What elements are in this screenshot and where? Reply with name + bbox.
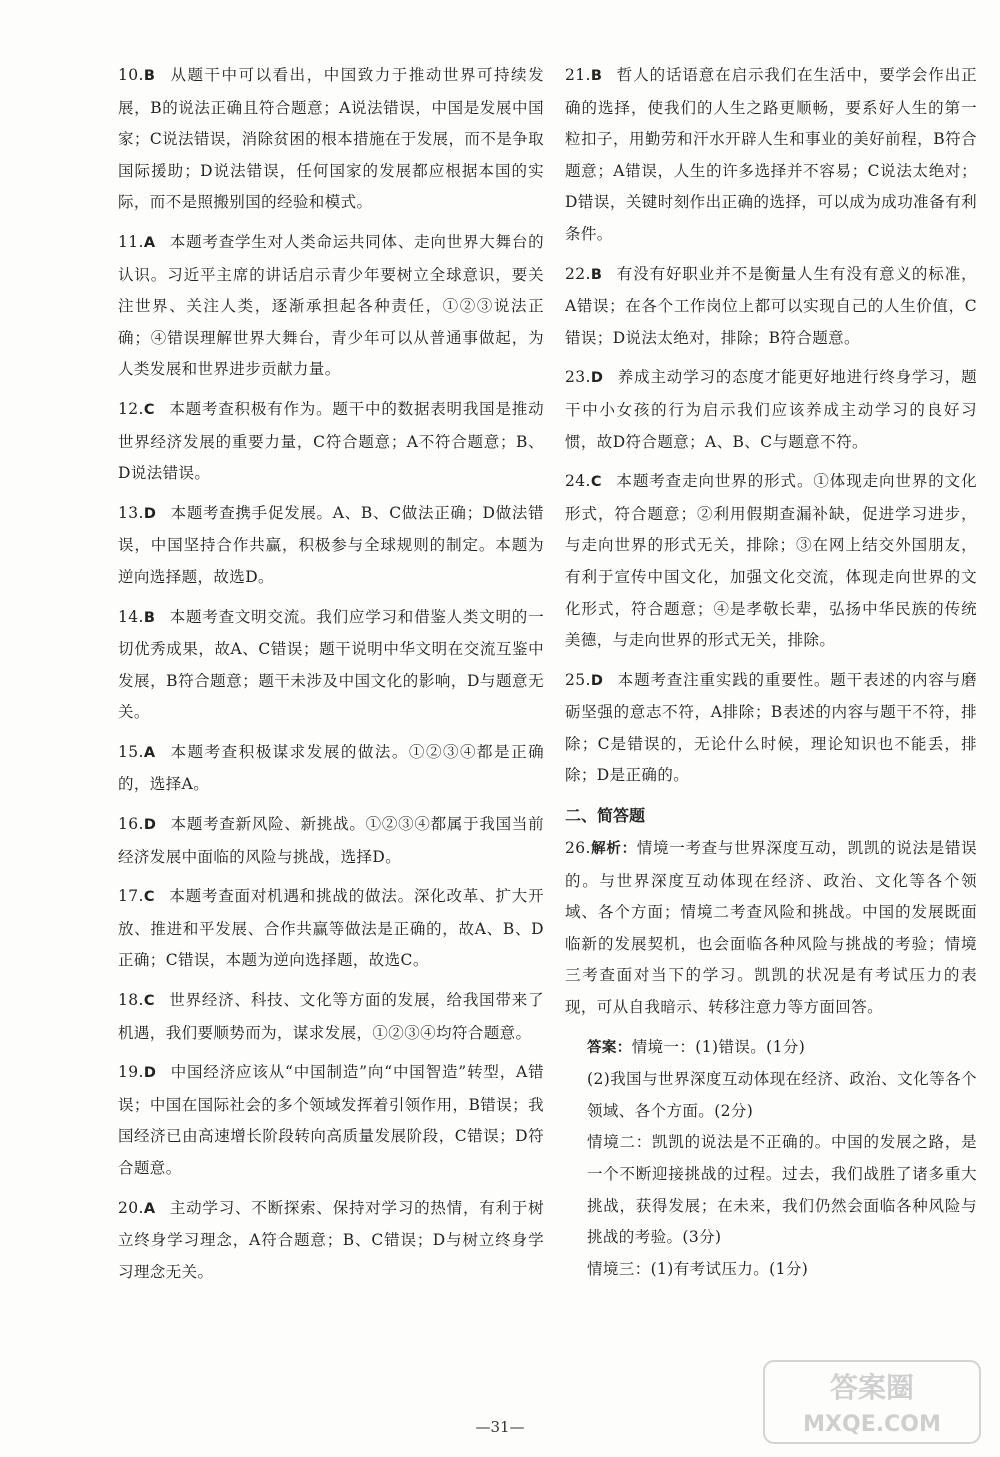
question-item	[118, 881, 544, 977]
explanation-text: 从题干中可以看出，中国致力于推动世界可持续发展，B的说法正确且符合题意；A说法错误，中国是发展中国家；C说法错误，消除贫困的根本措施在于发展，而不是争取国际援助；D说法错误，任何国家的发展都应根据本国的实际，而不是照搬别国的经验和模式。	[118, 66, 544, 212]
answer-choice: A	[143, 744, 156, 761]
question-number: 26.	[565, 839, 591, 858]
answer-choice: D	[143, 1065, 157, 1082]
explanation-text: 本题考查文明交流。我们应学习和借鉴人类文明的一切优秀成果，故A、C错误；题干说明中华文明在交流互鉴中发展，B符合题意；题干未涉及中国文化的影响，D与题意无关。	[118, 607, 544, 722]
question-item	[565, 60, 977, 251]
page-number: —31—	[475, 1418, 525, 1436]
answer-line-1	[565, 1032, 977, 1065]
question-number: 10.	[118, 66, 144, 84]
question-item	[118, 227, 544, 386]
question-26	[565, 833, 977, 1024]
question-number: 19.	[118, 1063, 144, 1082]
explanation-text: 中国经济应该从“中国制造”向“中国智造”转型，A错误；中国在国际社会的多个领域发挥着引领作用，B错误；我国经济已由高速增长阶段转向高质量发展阶段，C错误；D符合题意。	[118, 1063, 544, 1177]
question-number: 20.	[118, 1198, 144, 1217]
explanation-text: 本题考查注重实践的重要性。题干表述的内容与磨砺坚强的意志不符，A排除；B表述的内容与题干不符，排除；C是错误的，无论什么时候，理论知识也不能丢，排除；D是正确的。	[565, 670, 977, 785]
explanation-text: 本题考查面对机遇和挑战的做法。深化改革、扩大开放、推进和平发展、合作共赢等做法是正确的，故A、B、D正确；C错误，本题为逆向选择题，故选C。	[118, 887, 544, 970]
question-number: 16.	[118, 815, 144, 834]
answer-choice: B	[143, 68, 156, 84]
answer-choice: B	[590, 68, 603, 84]
answer-choice: A	[143, 1200, 156, 1217]
question-number: 24.	[565, 472, 591, 491]
question-number: 12.	[118, 399, 144, 418]
question-number: 23.	[565, 368, 591, 387]
answer-choice: C	[143, 889, 155, 906]
question-number: 21.	[565, 66, 591, 84]
answer-choice: C	[590, 474, 602, 491]
question-item	[118, 1057, 544, 1184]
explanation-text: 本题考查学生对人类命运共同体、走向世界大舞台的认识。习近平主席的讲话启示青少年要树立全球意识，要关注世界、关注人类，逐渐承担起各种责任，①②③说法正确；④错误理解世界大舞台，青少年可以从普通事做起，为人类发展和世界进步贡献力量。	[118, 232, 544, 379]
answer-label: 答案：	[587, 1039, 632, 1056]
question-item	[565, 466, 977, 657]
question-item	[118, 737, 544, 801]
question-item	[118, 498, 544, 594]
left-column	[118, 60, 544, 1296]
question-number: 18.	[118, 991, 144, 1010]
question-item	[118, 602, 544, 729]
watermark-logo-text: 答案圈	[829, 1371, 915, 1404]
answer-line-4: 情境三：(1)有考试压力。(1分)	[587, 1259, 809, 1278]
explanation-text: 本题考查新风险、新挑战。①②③④都属于我国当前经济发展中面临的风险与挑战，选择D。	[118, 815, 544, 866]
explanation-text: 有没有好职业并不是衡量人生有没有意义的标准，A错误；在各个工作岗位上都可以实现自己的人生价值，C错误；D说法太绝对，排除；B符合题意。	[565, 264, 977, 347]
question-number: 14.	[118, 607, 144, 626]
answer-line-3: 情境二：凯凯的说法是不正确的。中国的发展之路，是一个不断迎接挑战的过程。过去，我们战胜了诸多重大挑战，获得发展；在未来，我们仍然会面临各种风险与挑战的考验。(3分)	[587, 1133, 977, 1247]
section-title: 二、简答题	[565, 806, 646, 826]
watermark-url: MXQE.COM	[803, 1412, 941, 1437]
answer-choice: D	[590, 672, 604, 689]
question-item	[565, 259, 977, 355]
question-item	[565, 665, 977, 792]
answer-text-1: 情境一：(1)错误。(1分)	[631, 1037, 806, 1056]
explanation-text: 哲人的话语意在启示我们在生活中，要学会作出正确的选择，使我们的人生之路更顺畅，要系好人生的第一粒扣子，用勤劳和汗水开辟人生和事业的美好前程，B符合题意；A错误，人生的许多选择并不容易；C说法太绝对；D错误，关键时刻作出正确的选择，可以成为成功准备有利条件。	[565, 66, 977, 243]
explanation-text: 本题考查积极有作为。题干中的数据表明我国是推动世界经济发展的重要力量，C符合题意；A不符合题意；B、D说法错误。	[118, 399, 544, 483]
question-item	[118, 809, 544, 873]
answer-choice: B	[590, 266, 603, 283]
analysis-text: 情境一考查与世界深度互动，凯凯的说法是错误的。与世界深度互动体现在经济、政治、文化等各个领域、各个方面；情境二考查风险和挑战。中国的发展既面临新的发展契机，也会面临各种风险与挑战的考验；情境三考查面对当下的学习。凯凯的状况是有考试压力的表现，可从自我暗示、转移注意力等方面回答。	[565, 839, 978, 1017]
answer-choice: A	[143, 234, 156, 251]
explanation-text: 养成主动学习的态度才能更好地进行终身学习，题干中小女孩的行为启示我们应该养成主动学习的良好习惯，故D符合题意；A、B、C与题意不符。	[565, 368, 977, 451]
answer-choice: C	[143, 993, 155, 1010]
explanation-text: 本题考查积极谋求发展的做法。①②③④都是正确的，选择A。	[118, 742, 544, 794]
question-number: 15.	[118, 742, 144, 761]
question-number: 17.	[118, 887, 144, 906]
explanation-text: 世界经济、科技、文化等方面的发展，给我国带来了机遇，我们要顺势而为，谋求发展，①②③④均符合题意。	[118, 991, 544, 1042]
answer-choice: D	[143, 817, 157, 834]
question-number: 25.	[565, 670, 591, 689]
question-item	[118, 60, 544, 219]
watermark-logo	[762, 1357, 982, 1447]
question-item	[118, 985, 544, 1049]
question-item	[118, 394, 544, 490]
question-item	[565, 362, 977, 458]
question-number: 11.	[118, 232, 144, 251]
question-item	[118, 1193, 544, 1289]
answer-line-2: (2)我国与世界深度互动体现在经济、政治、文化等各个领域、各个方面。(2分)	[587, 1070, 977, 1120]
question-number: 13.	[118, 503, 144, 522]
question-number: 22.	[565, 264, 591, 283]
right-column	[565, 60, 977, 1285]
analysis-label: 解析：	[590, 841, 637, 858]
explanation-text: 本题考查走向世界的形式。①体现走向世界的文化形式，符合题意；②利用假期查漏补缺，促进学习进步，与走向世界的形式无关，排除；③在网上结交外国朋友，有利于宣传中国文化，加强文化交流，体现走向世界的文化形式，符合题意；④是孝敬长辈，弘扬中华民族的传统美德，与走向世界的形式无关，排除。	[565, 472, 977, 650]
answer-choice: D	[143, 505, 157, 522]
answer-choice: D	[590, 370, 604, 387]
answer-choice: B	[143, 609, 156, 626]
answer-choice: C	[143, 401, 155, 418]
explanation-text: 主动学习、不断探索、保持对学习的热情，有利于树立终身学习理念，A符合题意；B、C错误；D与树立终身学习理念无关。	[118, 1198, 544, 1281]
explanation-text: 本题考查携手促发展。A、B、C做法正确；D做法错误，中国坚持合作共赢，积极参与全球规则的制定。本题为逆向选择题，故选D。	[118, 503, 544, 586]
